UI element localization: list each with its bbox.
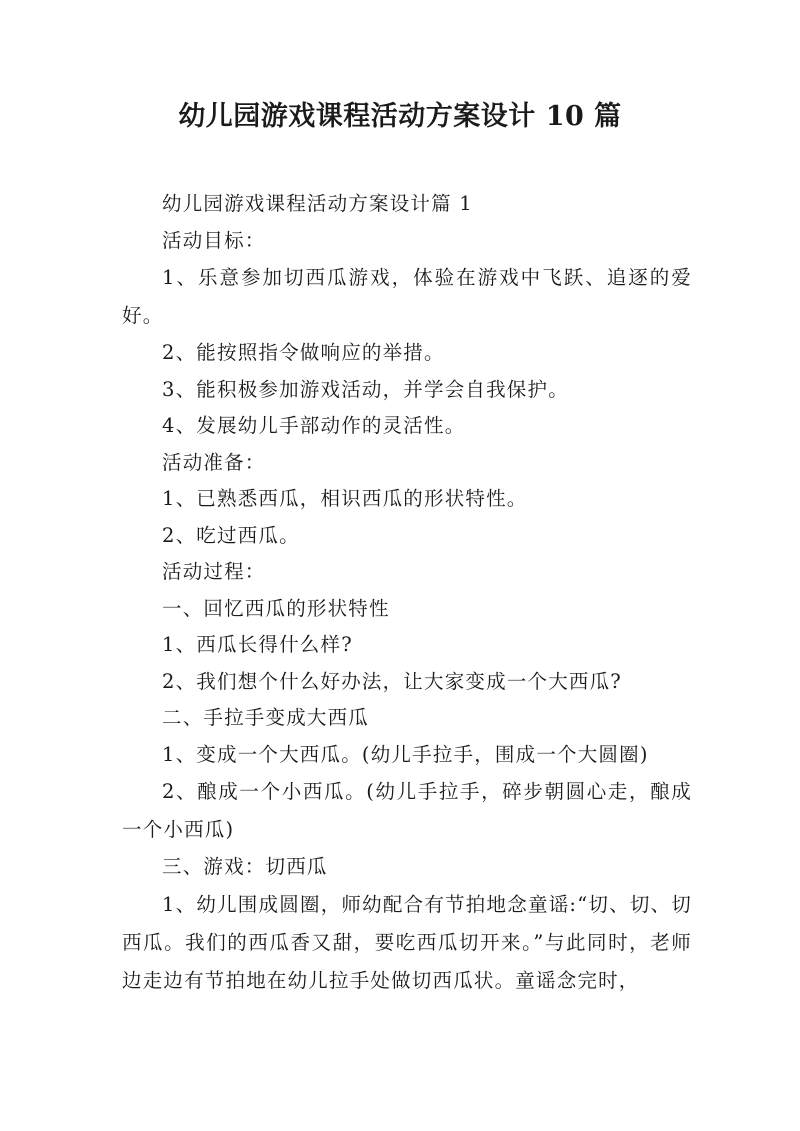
process-step-3-heading: 三、游戏：切西瓜 xyxy=(162,855,328,878)
process-step-2-item-2: 2、酿成一个小西瓜。(幼儿手拉手，碎步朝圆心走，酿成一个小西瓜) xyxy=(122,780,692,841)
document-title: 幼儿园游戏课程活动方案设计 10 篇 xyxy=(178,101,622,132)
process-step-1-heading: 一、回忆西瓜的形状特性 xyxy=(162,596,390,620)
heading-activity-process: 活动过程： xyxy=(162,560,266,583)
heading-activity-goals: 活动目标： xyxy=(162,228,266,252)
goal-item-4: 4、发展幼儿手部动作的灵活性。 xyxy=(162,414,466,437)
goal-item-2: 2、能按照指令做响应的举措。 xyxy=(162,341,445,364)
process-step-2-heading: 二、手拉手变成大西瓜 xyxy=(162,706,370,729)
process-step-2-item-1: 1、变成一个大西瓜。(幼儿手拉手，围成一个大圆圈) xyxy=(162,742,649,766)
document-body xyxy=(122,186,692,1000)
preparation-item-2: 2、吃过西瓜。 xyxy=(162,523,300,547)
process-step-3-item-1: 1、幼儿围成圆圈，师幼配合有节拍地念童谣:“切、切、切西瓜。我们的西瓜香又甜，要吃西瓜切开来。”与此同时，老师边走边有节拍地在幼儿拉手处做切西瓜状。童谣念完时， xyxy=(122,892,692,992)
process-step-1-item-1: 1、西瓜长得什么样? xyxy=(162,633,353,656)
preparation-item-1: 1、已熟悉西瓜，相识西瓜的形状特性。 xyxy=(162,487,528,510)
goal-item-1: 1、乐意参加切西瓜游戏，体验在游戏中飞跃、追逐的爱好。 xyxy=(122,266,692,327)
heading-activity-preparation: 活动准备： xyxy=(162,450,266,474)
section-heading: 幼儿园游戏课程活动方案设计篇 1 xyxy=(162,192,473,215)
process-step-1-item-2: 2、我们想个什么好办法，让大家变成一个大西瓜? xyxy=(162,669,622,693)
goal-item-3: 3、能积极参加游戏活动，并学会自我保护。 xyxy=(162,377,569,401)
